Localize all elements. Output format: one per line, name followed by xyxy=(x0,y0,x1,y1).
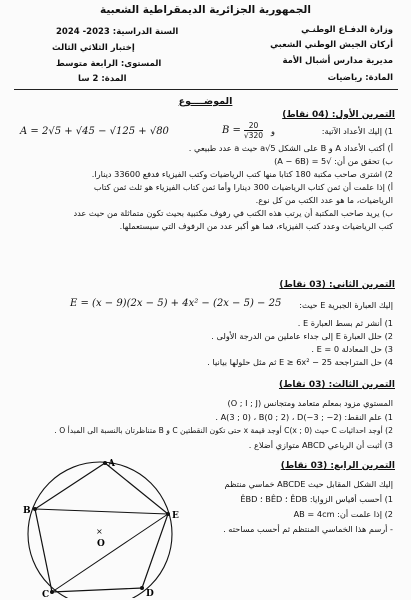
vertex-c xyxy=(50,590,54,594)
ex1-q2a-cont: الرياضيات، ما هو عدد الكتب من كل نوع. xyxy=(255,195,393,205)
ministry-line: وزارة الدفـاع الوطنـي xyxy=(301,25,393,35)
label-c: C xyxy=(42,590,50,598)
ex2-q4: 4) حل المتراجحة E ≥ 6x² − 25 ثم مثل حلولها بيانيا . xyxy=(207,357,393,367)
vertex-d xyxy=(140,586,144,590)
exam-line: إختبار الثلاثي الثالث xyxy=(52,43,135,53)
center-mark-icon: × xyxy=(96,527,103,536)
ex3-q2: 2) أوجد احداثيات C حيث C(x ; 0) أوجد قيمة x حتى تكون النقطتين C و B متناظرتان بالنسبة الى المبدأ O . xyxy=(54,426,393,435)
and-word: و xyxy=(271,125,275,136)
ex1-q1a: أ) أكتب الأعداد A و B على الشكل a√5 حيث a عدد طبيعي . xyxy=(188,143,393,153)
ex2-q1: 1) أنشر ثم بسط العبارة E . xyxy=(297,318,393,328)
directorate-line: مديرية مدارس أشبال الأمة xyxy=(282,56,393,66)
ex3-q1: 1) علم النقط: A(3 ; 0) ، B(0 ; 2) ، D(−3 ; −2) . xyxy=(215,412,393,422)
staff-line: أركان الجيش الوطني الشعبي xyxy=(270,40,393,50)
ex2-intro: إليك العبارة الجبرية E حيث: xyxy=(299,300,393,310)
header-divider xyxy=(14,89,398,90)
subject-line: المادة: رياضيات xyxy=(327,73,393,83)
ex4-q1: 1) أحسب أقياس الزوايا: ÊDB ؛ BÊD ؛ ÊBD xyxy=(240,494,393,504)
ex1-heading: التمرين الأول: (04 نقاط) xyxy=(282,110,395,120)
label-o: O xyxy=(97,539,105,549)
ex2-heading: التمرين الثاني: (03 نقاط) xyxy=(279,280,395,290)
ex1-q2: 2) اشترى صاحب مكتبة 180 كتابا منها كتب الرياضيات وكتب الفيزياء فدفع 33600 دينارا. xyxy=(91,169,393,179)
b-lhs: B = xyxy=(222,125,241,136)
ex1-q1b: ب) تحقق من أن: √5 = (A − 6B) xyxy=(274,156,393,166)
ex4-heading: التمرين الرابع: (03 نقاط) xyxy=(280,461,395,471)
ex1-a-expression: A = 2√5 + √45 − √125 + √80 xyxy=(20,126,169,137)
vertex-e xyxy=(166,512,170,516)
ex4-q2b: - أرسم هذا الخماسي المنتظم ثم أحسب مساحته . xyxy=(223,524,393,534)
ex1-b-expression xyxy=(222,121,275,140)
ex2-expression: E = (x − 9)(2x − 5) + 4x² − (2x − 5) − 25 xyxy=(70,298,282,309)
ex3-intro: المستوي مزود بمعلم متعامد ومتجانس (O ; I ; J) xyxy=(227,398,393,408)
label-a: A xyxy=(108,459,115,469)
republic-title: الجمهورية الجزائرية الديمقراطية الشعبية xyxy=(100,4,311,16)
ex4-intro: إليك الشكل المقابل حيث ABCDE خماسي منتظم xyxy=(224,479,393,489)
ex1-q2b: ب) يريد صاحب المكتبة أن يرتب هذه الكتب في رفوف مكتبية بحيث تكون متماثلة من حيث عدد xyxy=(73,208,393,218)
diagonal-de xyxy=(52,514,168,592)
label-d: D xyxy=(146,589,154,598)
ex2-q2: 2) حلل العبارة E إلى جداء عاملين من الدرجة الأولى . xyxy=(211,331,393,341)
ex2-q3: 3) حل المعادلة E = 0 . xyxy=(311,344,393,354)
duration-line: المدة: 2 سا xyxy=(78,74,127,84)
ex4-q2: 2) إذا علمت أن: AB = 4cm xyxy=(293,509,393,519)
year-line: السنة الدراسية: 2023- 2024 xyxy=(56,27,179,37)
subject-title: الموضــــوع xyxy=(178,96,233,107)
b-frac-num: 20 xyxy=(244,121,263,131)
vertex-a xyxy=(103,461,107,465)
ex3-q3: 3) أثبت أن الرباعي ABCD متوازي أضلاع . xyxy=(248,440,393,450)
vertex-b xyxy=(33,507,37,511)
label-e: E xyxy=(172,511,179,521)
label-b: B xyxy=(23,506,31,516)
level-line: المستوى: الرابعة متوسط xyxy=(56,59,162,69)
ex1-q2b-cont: كتب الرياضيات وعدد كتب الفيزياء، فما هو أكبر عدد من الرفوف التي سيستعملها. xyxy=(119,221,393,231)
ex1-q1: 1) إليك الأعداد الآتية: xyxy=(321,126,393,136)
b-frac-den: √320 xyxy=(243,131,264,140)
ex3-heading: التمرين الثالث: (03 نقاط) xyxy=(278,380,395,390)
ex1-q2a: أ) إذا علمت أن ثمن كتاب الرياضيات 300 دينارا وأما ثمن كتاب الفيزياء هو ثلث ثمن كتاب xyxy=(93,182,393,192)
b-fraction xyxy=(244,121,263,140)
diagonal-be xyxy=(35,509,168,514)
pentagon-figure xyxy=(10,452,185,598)
